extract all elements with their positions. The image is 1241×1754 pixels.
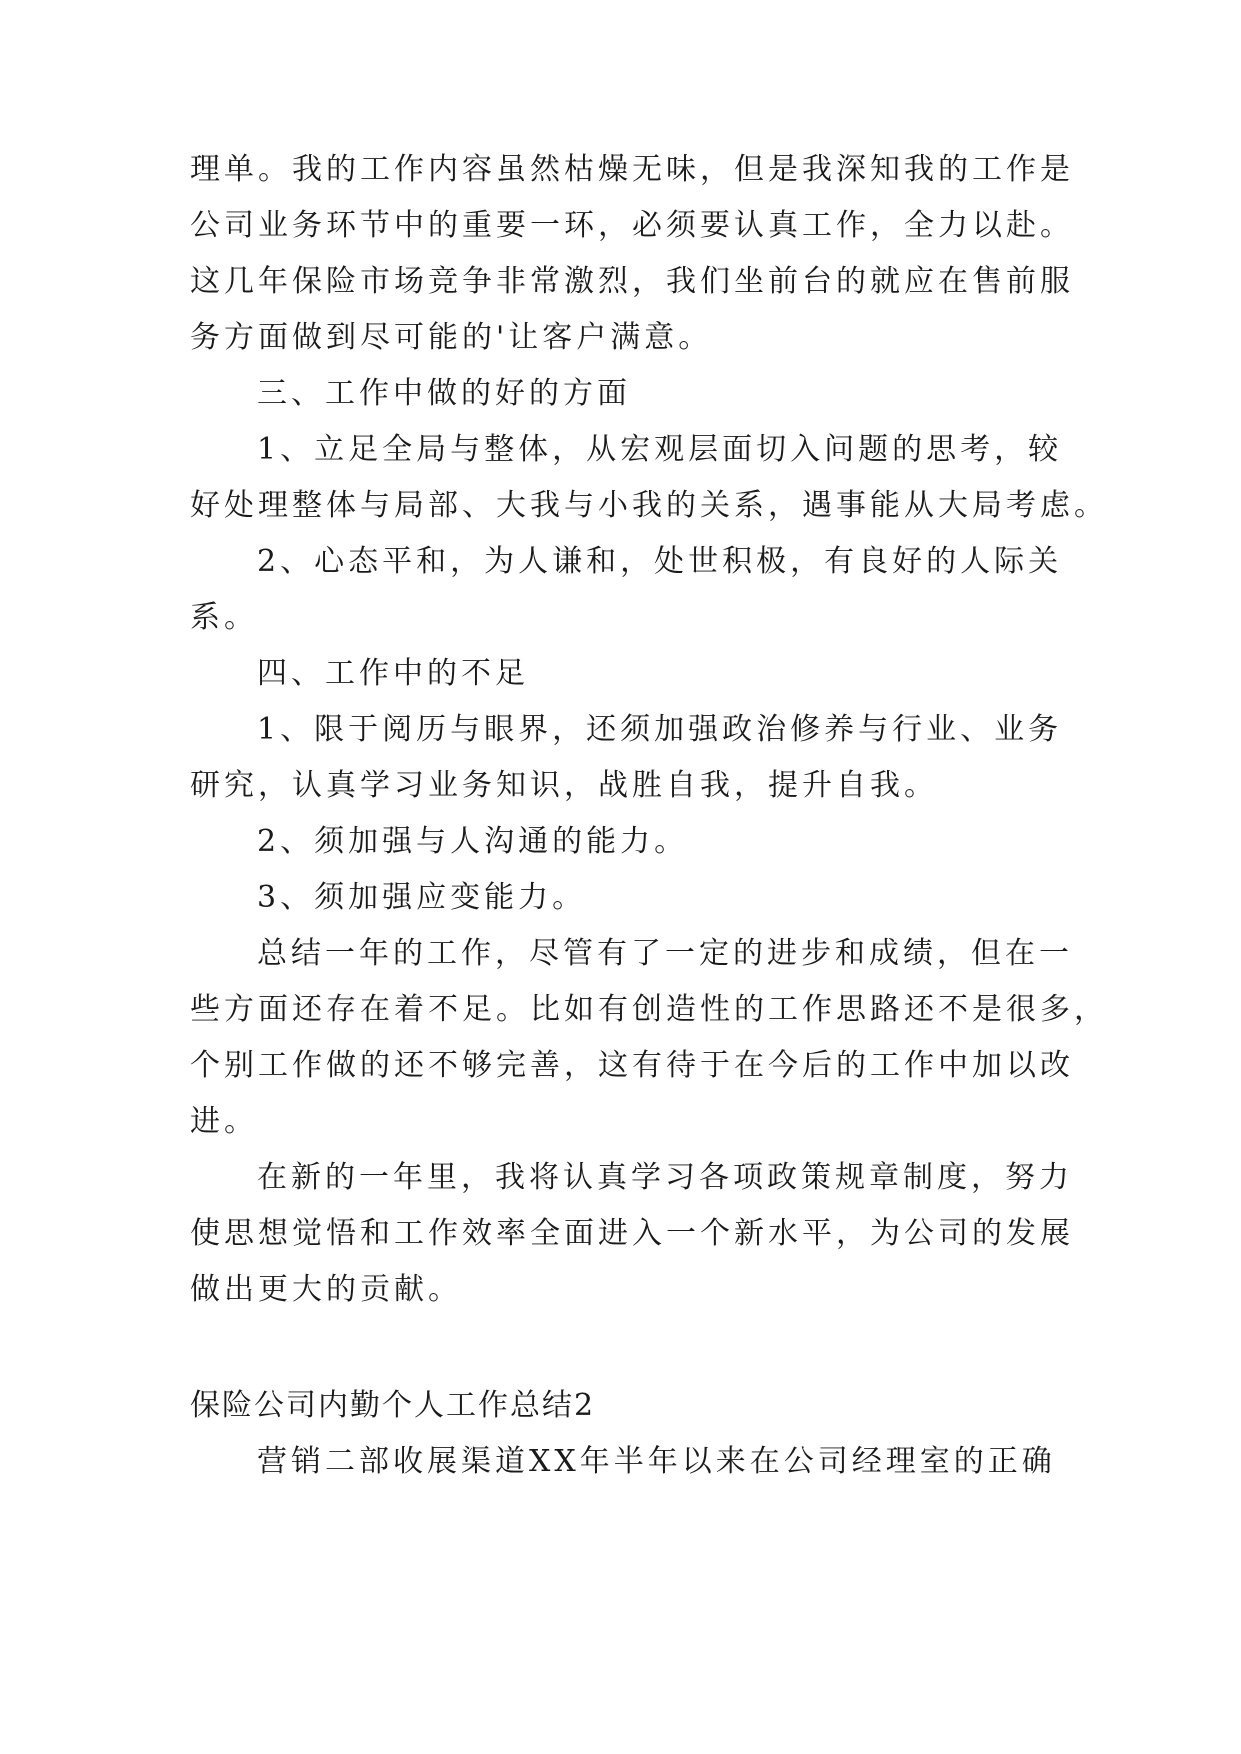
text-line: 些方面还存在着不足。比如有创造性的工作思路还不是很多， [190, 992, 1108, 1027]
text-line: 在新的一年里，我将认真学习各项政策规章制度，努力 [257, 1160, 1073, 1195]
text-line: 个别工作做的还不够完善，这有待于在今后的工作中加以改 [190, 1048, 1074, 1083]
text-line: 好处理整体与局部、大我与小我的关系，遇事能从大局考虑。 [190, 488, 1108, 523]
text-line: 使思想觉悟和工作效率全面进入一个新水平，为公司的发展 [190, 1216, 1074, 1251]
text-line: 2、须加强与人沟通的能力。 [257, 824, 689, 859]
text-line: 1、限于阅历与眼界，还须加强政治修养与行业、业务 [257, 712, 1063, 747]
text-line: 务方面做到尽可能的'让客户满意。 [190, 320, 713, 355]
text-line: 研究，认真学习业务知识，战胜自我，提升自我。 [190, 768, 938, 803]
document-subtitle: 保险公司内勤个人工作总结2 [190, 1388, 596, 1423]
text-line: 公司业务环节中的重要一环，必须要认真工作，全力以赴。 [190, 208, 1074, 243]
text-line: 进。 [190, 1104, 258, 1139]
text-line: 营销二部收展渠道XX年半年以来在公司经理室的正确 [257, 1444, 1056, 1479]
text-line: 总结一年的工作，尽管有了一定的进步和成绩，但在一 [257, 936, 1073, 971]
text-line: 理单。我的工作内容虽然枯燥无味，但是我深知我的工作是 [190, 152, 1074, 187]
text-line: 这几年保险市场竞争非常激烈，我们坐前台的就应在售前服 [190, 264, 1074, 299]
section-heading: 三、工作中做的好的方面 [257, 376, 631, 411]
text-line: 系。 [190, 600, 258, 635]
text-line: 1、立足全局与整体，从宏观层面切入问题的思考，较 [257, 432, 1063, 467]
text-line: 2、心态平和，为人谦和，处世积极，有良好的人际关 [257, 544, 1063, 579]
text-line: 3、须加强应变能力。 [257, 880, 587, 915]
text-line: 做出更大的贡献。 [190, 1272, 462, 1307]
section-heading: 四、工作中的不足 [257, 656, 529, 691]
